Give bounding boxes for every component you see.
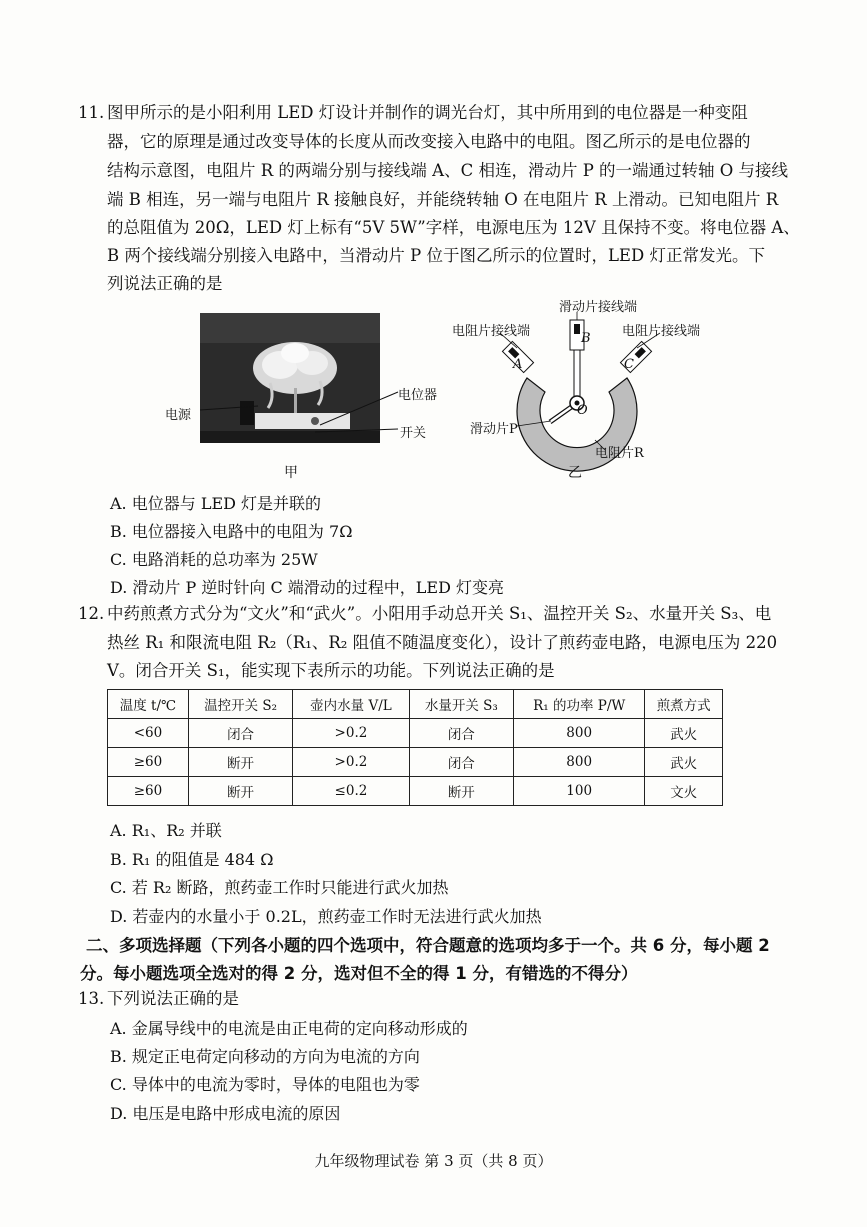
option-b: B. 规定正电荷定向移动的方向为电流的方向 xyxy=(110,1047,420,1066)
question-text-line: B 两个接线端分别接入电路中，当滑动片 P 位于图乙所示的位置时，LED 灯正常发光。下 xyxy=(107,246,765,265)
label-slider: 滑动片P xyxy=(470,422,518,437)
option-c: C. 若 R₂ 断路，煎药壶工作时只能进行武火加热 xyxy=(110,878,449,897)
table-header: R₁ 的功率 P/W xyxy=(513,690,644,719)
table-cell: ≥60 xyxy=(108,777,189,806)
question-text-line: 端 B 相连，另一端与电阻片 R 接触良好，并能绕转轴 O 在电阻片 R 上滑动。已知电阻片 R xyxy=(107,190,779,209)
table-row xyxy=(108,719,723,748)
question-text-line: 下列说法正确的是 xyxy=(107,989,239,1008)
section-heading-cont: 分。每小题选项全选对的得 2 分，选对但不全的得 1 分，有错选的不得分） xyxy=(80,964,638,983)
table-header: 水量开关 S₃ xyxy=(409,690,513,719)
table-cell: 断开 xyxy=(409,777,513,806)
label-resistor-terminal-right: 电阻片接线端 xyxy=(622,324,701,339)
table-cell: 武火 xyxy=(645,719,723,748)
question-text-line: 热丝 R₁ 和限流电阻 R₂（R₁、R₂ 阻值不随温度变化），设计了煎药壶电路，电源电压为 220 xyxy=(107,633,778,652)
option-c: C. 电路消耗的总功率为 25W xyxy=(110,550,318,569)
figure-yi-potentiometer xyxy=(455,290,715,480)
table-header-row xyxy=(108,690,723,719)
option-b: B. R₁ 的阻值是 484 Ω xyxy=(110,850,274,869)
label-resistor-terminal-left: 电阻片接线端 xyxy=(452,324,531,339)
table-row xyxy=(108,748,723,777)
question-text-line: 器，它的原理是通过改变导体的长度从而改变接入电路中的电阻。图乙所示的是电位器的 xyxy=(107,132,751,151)
label-potentiometer: 电位器 xyxy=(398,388,438,403)
question-text-line: 中药煎煮方式分为“文火”和“武火”。小阳用手动总开关 S₁、温控开关 S₂、水量开关 S₃、电 xyxy=(107,604,772,623)
figure-jia-leader-lines xyxy=(200,380,400,440)
table-cell: 闭合 xyxy=(409,719,513,748)
table-cell: ≤0.2 xyxy=(293,777,409,806)
table-cell: 文火 xyxy=(645,777,723,806)
option-c: C. 导体中的电流为零时，导体的电阻也为零 xyxy=(110,1075,420,1094)
label-b: B xyxy=(581,331,591,346)
question-text-line: 结构示意图，电阻片 R 的两端分别与接线端 A、C 相连，滑动片 P 的一端通过转轴 O 与接线 xyxy=(107,161,789,180)
table-cell: 断开 xyxy=(188,777,292,806)
section-heading: 二、多项选择题（下列各小题的四个选项中，符合题意的选项均多于一个。共 6 分，每小题 2 xyxy=(86,936,770,955)
table-cell: 闭合 xyxy=(409,748,513,777)
question-text-line: 列说法正确的是 xyxy=(107,274,223,293)
table-cell: 断开 xyxy=(188,748,292,777)
table-header: 煎煮方式 xyxy=(645,690,723,719)
label-c: C xyxy=(624,357,634,372)
page-footer: 九年级物理试卷 第 3 页（共 8 页） xyxy=(314,1152,553,1170)
option-a: A. 金属导线中的电流是由正电荷的定向移动形成的 xyxy=(110,1019,468,1038)
table-cell: 武火 xyxy=(645,748,723,777)
label-o: O xyxy=(577,403,588,418)
option-d: D. 滑动片 P 逆时针向 C 端滑动的过程中，LED 灯变亮 xyxy=(110,578,505,597)
question-number: 12. xyxy=(78,604,105,623)
table-cell: 闭合 xyxy=(188,719,292,748)
table-header: 温度 t/℃ xyxy=(108,690,189,719)
label-switch: 开关 xyxy=(400,426,427,441)
question-text-line: 的总阻值为 20Ω，LED 灯上标有“5V 5W”字样，电源电压为 12V 且保持不变。将电位器 A、 xyxy=(107,218,800,237)
question-text-line: 图甲所示的是小阳利用 LED 灯设计并制作的调光台灯，其中所用到的电位器是一种变阻 xyxy=(107,103,748,122)
table-cell: 100 xyxy=(513,777,644,806)
label-resistor: 电阻片R xyxy=(595,446,644,461)
table-cell: >0.2 xyxy=(293,748,409,777)
option-a: A. R₁、R₂ 并联 xyxy=(110,821,222,840)
table-cell: <60 xyxy=(108,719,189,748)
table-row xyxy=(108,777,723,806)
figure-yi-caption: 乙 xyxy=(568,465,582,481)
label-power: 电源 xyxy=(165,408,192,423)
table-cell: >0.2 xyxy=(293,719,409,748)
option-b: B. 电位器接入电路中的电阻为 7Ω xyxy=(110,522,353,541)
table-cell: 800 xyxy=(513,748,644,777)
table-cell: ≥60 xyxy=(108,748,189,777)
figure-jia-caption: 甲 xyxy=(284,465,298,481)
option-a: A. 电位器与 LED 灯是并联的 xyxy=(110,494,322,513)
question-text-line: V。闭合开关 S₁，能实现下表所示的功能。下列说法正确的是 xyxy=(107,661,555,680)
label-slider-terminal: 滑动片接线端 xyxy=(559,300,638,315)
table-header: 温控开关 S₂ xyxy=(188,690,292,719)
function-table xyxy=(107,689,723,806)
option-d: D. 若壶内的水量小于 0.2L，煎药壶工作时无法进行武火加热 xyxy=(110,907,542,926)
question-number: 11. xyxy=(78,103,105,122)
question-number: 13. xyxy=(78,989,105,1008)
option-d: D. 电压是电路中形成电流的原因 xyxy=(110,1104,341,1123)
label-a: A xyxy=(513,357,523,372)
table-header: 壶内水量 V/L xyxy=(293,690,409,719)
table-cell: 800 xyxy=(513,719,644,748)
